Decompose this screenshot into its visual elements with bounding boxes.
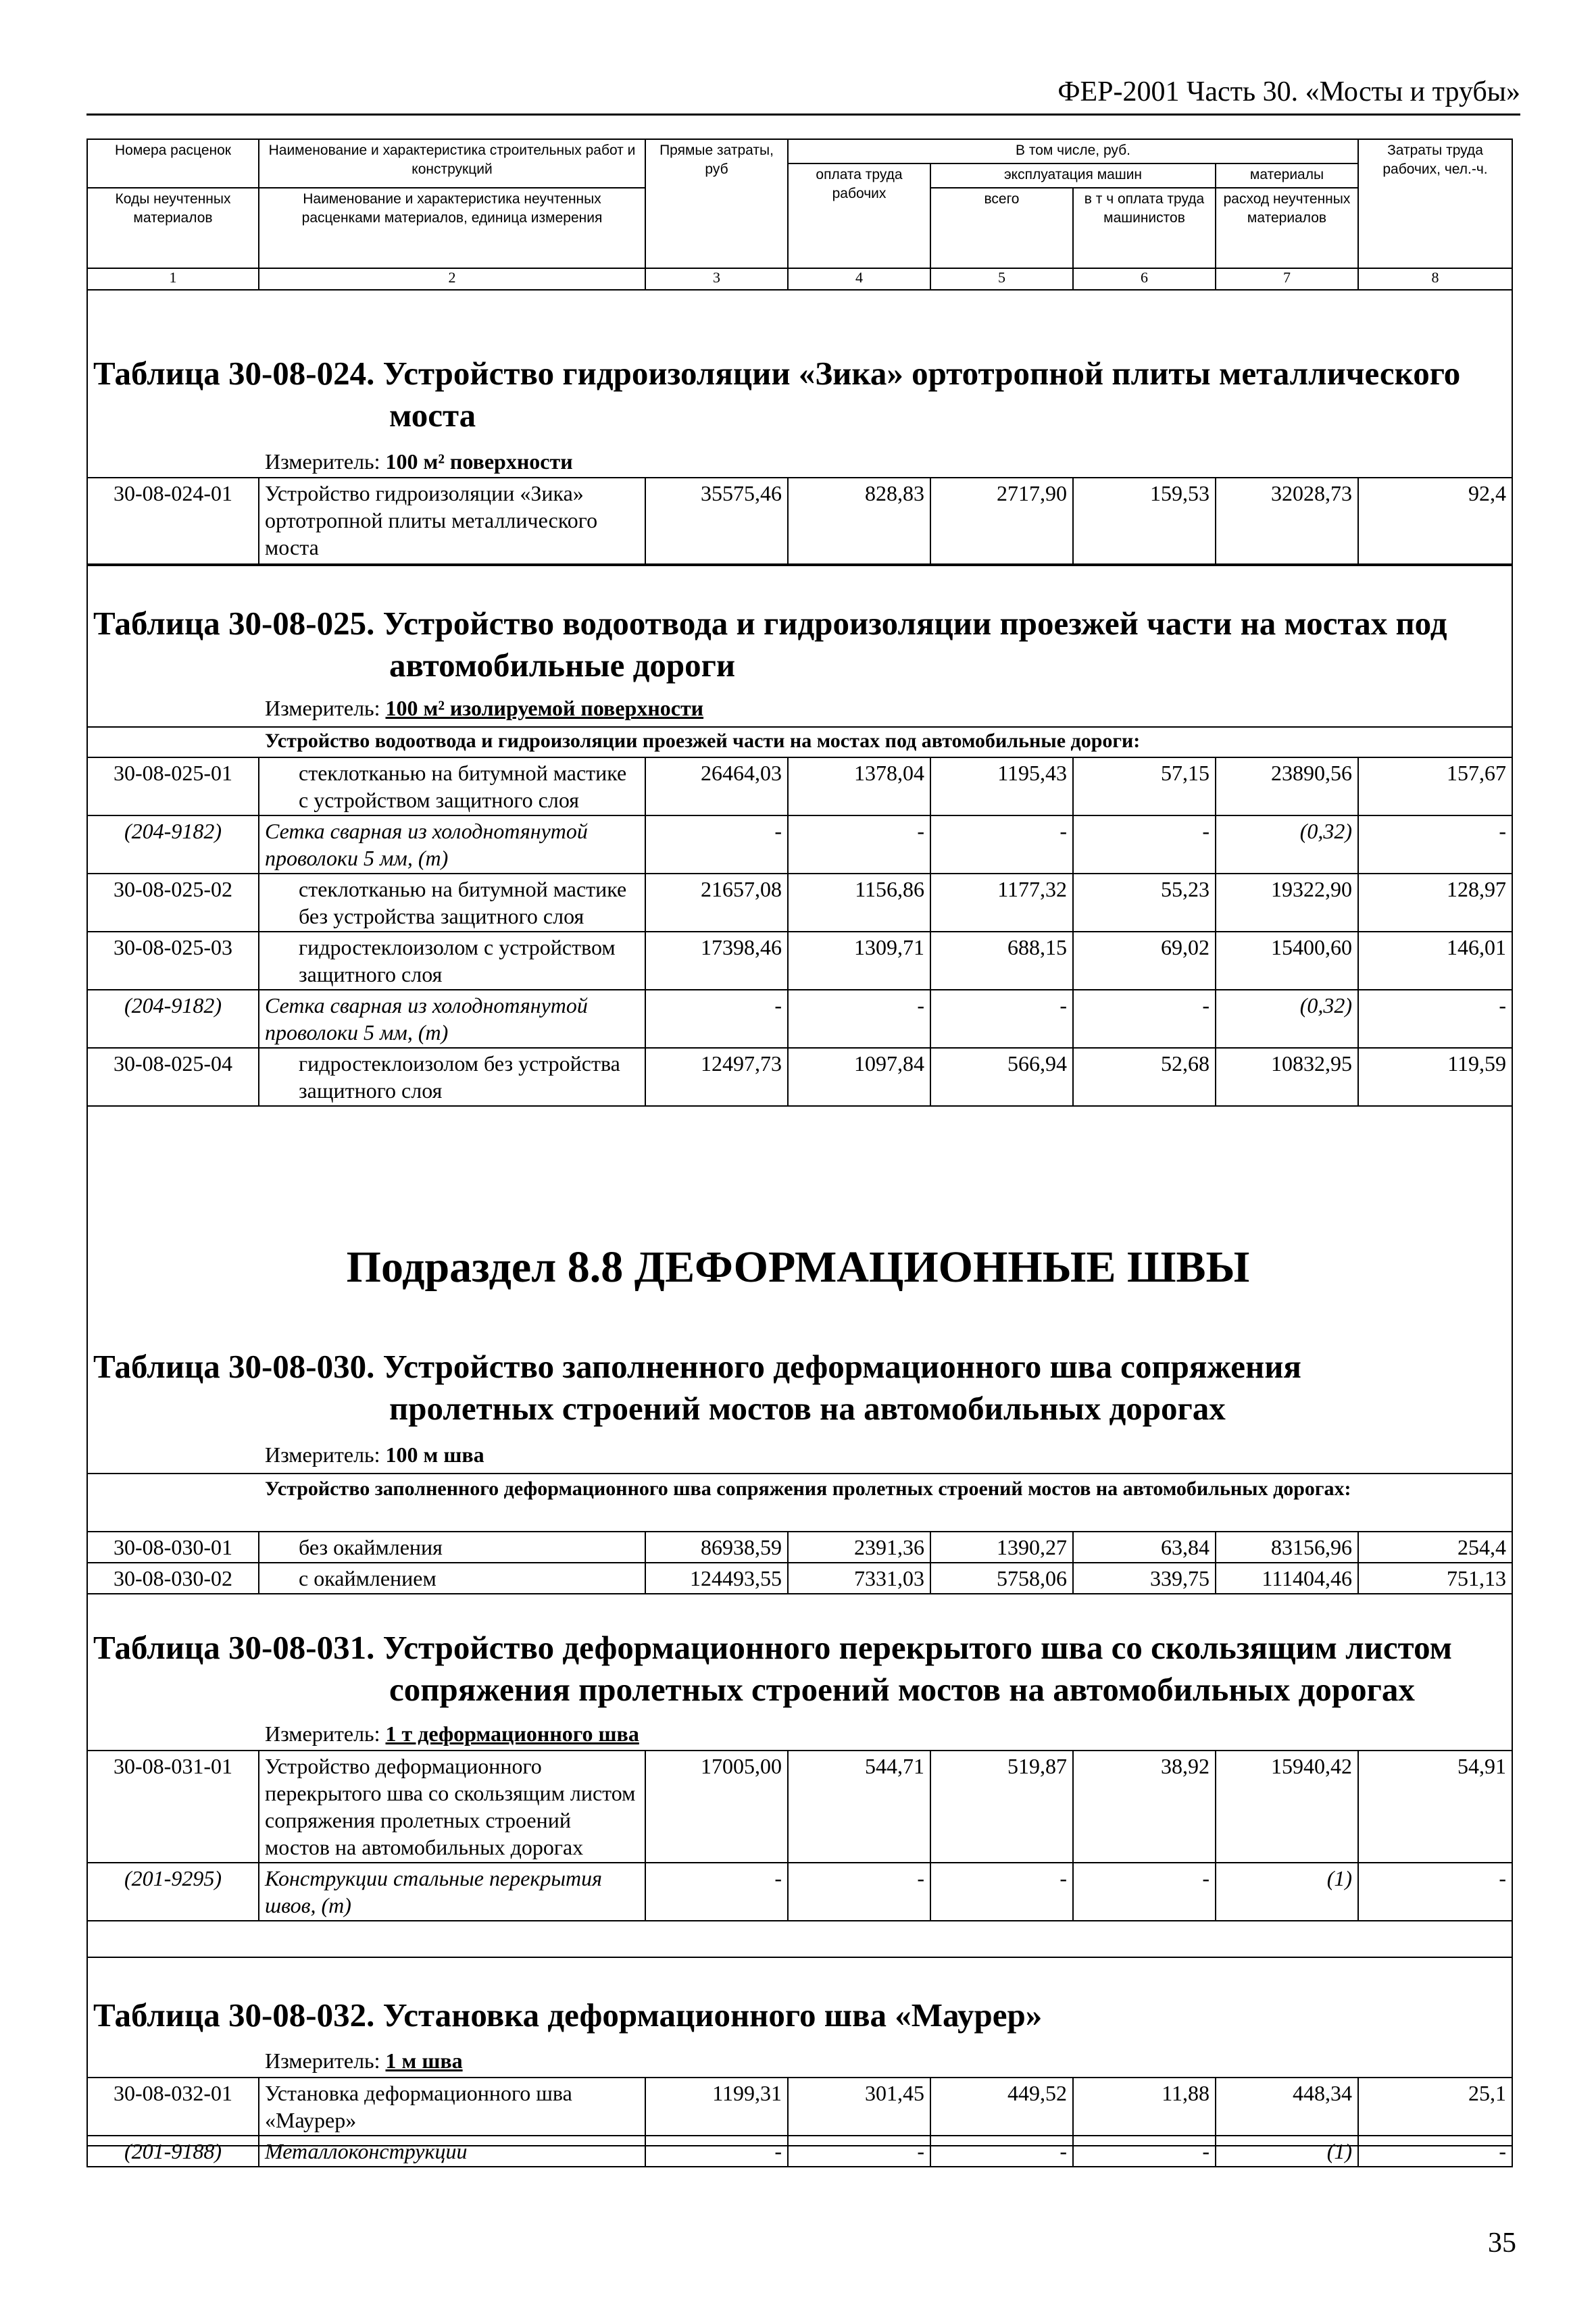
material-row bbox=[87, 990, 1512, 1048]
labor-hours: 92,4 bbox=[1358, 478, 1512, 564]
col-header-machines: эксплуатация машин bbox=[930, 164, 1216, 188]
rate-code: 30-08-025-01 bbox=[87, 757, 259, 815]
labor-hours: - bbox=[1358, 2136, 1512, 2167]
machinist-wage: - bbox=[1073, 815, 1216, 874]
machine-total: 1195,43 bbox=[930, 757, 1073, 815]
col-number: 8 bbox=[1358, 268, 1512, 290]
labor-hours: 157,67 bbox=[1358, 757, 1512, 815]
table-row bbox=[87, 757, 1512, 815]
labor-wage: 544,71 bbox=[788, 1751, 930, 1863]
rate-name: гидростеклоизолом с устройством защитного слоя bbox=[259, 932, 645, 990]
measurement-unit: Измеритель: 1 м шва bbox=[265, 2048, 463, 2073]
col-number: 1 bbox=[87, 268, 259, 290]
machinist-wage: 57,15 bbox=[1073, 757, 1216, 815]
group-heading: Устройство водоотвода и гидроизоляции проезжей части на мостах под автомобильные дороги: bbox=[265, 730, 1141, 752]
col-number: 2 bbox=[259, 268, 645, 290]
table-row bbox=[87, 1563, 1512, 1594]
labor-hours: 751,13 bbox=[1358, 1563, 1512, 1594]
measurement-unit: Измеритель: 100 м² изолируемой поверхности bbox=[265, 696, 704, 720]
labor-hours: 128,97 bbox=[1358, 874, 1512, 932]
rate-name: стеклотканью на битумной мастике с устройством защитного слоя bbox=[259, 757, 645, 815]
labor-hours: - bbox=[1358, 990, 1512, 1048]
machine-total: 1177,32 bbox=[930, 874, 1073, 932]
materials: (1) bbox=[1216, 1863, 1358, 1921]
labor-wage: 301,45 bbox=[788, 2078, 930, 2136]
direct-cost: 86938,59 bbox=[645, 1532, 788, 1563]
col-header-6: в т ч оплата труда машинистов bbox=[1073, 188, 1216, 268]
material-row bbox=[87, 2136, 1512, 2167]
material-row bbox=[87, 815, 1512, 874]
material-name: Конструкции стальные перекрытия швов, (т) bbox=[259, 1863, 645, 1921]
machine-total: - bbox=[930, 1863, 1073, 1921]
table-row bbox=[87, 1048, 1512, 1106]
machinist-wage: 159,53 bbox=[1073, 478, 1216, 564]
col-header-5: всего bbox=[930, 188, 1073, 268]
materials: 32028,73 bbox=[1216, 478, 1358, 564]
labor-wage: 7331,03 bbox=[788, 1563, 930, 1594]
table-row bbox=[87, 2078, 1512, 2136]
material-code: (204-9182) bbox=[87, 815, 259, 874]
machinist-wage: - bbox=[1073, 2136, 1216, 2167]
rate-name: Устройство гидроизоляции «Зика» ортотропной плиты металлического моста bbox=[259, 478, 645, 564]
machine-total: 449,52 bbox=[930, 2078, 1073, 2136]
direct-cost: - bbox=[645, 2136, 788, 2167]
direct-cost: 1199,31 bbox=[645, 2078, 788, 2136]
col-header-1b: Коды неучтенных материалов bbox=[87, 188, 259, 268]
col-header-2b: Наименование и характеристика неучтенных расценками материалов, единица измерения bbox=[259, 188, 645, 268]
labor-wage: 1309,71 bbox=[788, 932, 930, 990]
direct-cost: 21657,08 bbox=[645, 874, 788, 932]
rate-name: гидростеклоизолом без устройства защитного слоя bbox=[259, 1048, 645, 1106]
rate-name: Устройство деформационного перекрытого шва со скользящим листом сопряжения пролетных строений мостов на автомобильных дорогах bbox=[259, 1751, 645, 1863]
direct-cost: 124493,55 bbox=[645, 1563, 788, 1594]
material-code: (204-9182) bbox=[87, 990, 259, 1048]
machinist-wage: 52,68 bbox=[1073, 1048, 1216, 1106]
materials: (0,32) bbox=[1216, 815, 1358, 874]
divider bbox=[86, 726, 1512, 728]
machine-total: 688,15 bbox=[930, 932, 1073, 990]
rate-code: 30-08-030-02 bbox=[87, 1563, 259, 1594]
col-header-materials: материалы bbox=[1216, 164, 1358, 188]
rate-code: 30-08-024-01 bbox=[87, 478, 259, 564]
rate-code: 30-08-025-04 bbox=[87, 1048, 259, 1106]
table-title-30-08-030: Таблица 30-08-030. Устройство заполненного деформационного шва сопряжения пролетных строений мостов на автомобильных дорогах bbox=[93, 1348, 1301, 1427]
rate-code: 30-08-025-03 bbox=[87, 932, 259, 990]
rates-table-30-08-031 bbox=[86, 1750, 1513, 1921]
rate-code: 30-08-031-01 bbox=[87, 1751, 259, 1863]
materials: 10832,95 bbox=[1216, 1048, 1358, 1106]
labor-hours: - bbox=[1358, 815, 1512, 874]
machinist-wage: - bbox=[1073, 1863, 1216, 1921]
labor-wage: - bbox=[788, 2136, 930, 2167]
direct-cost: - bbox=[645, 1863, 788, 1921]
rate-name: Установка деформационного шва «Маурер» bbox=[259, 2078, 645, 2136]
machinist-wage: 38,92 bbox=[1073, 1751, 1216, 1863]
col-header-8: Затраты труда рабочих, чел.-ч. bbox=[1358, 139, 1512, 268]
table-title-30-08-025: Таблица 30-08-025. Устройство водоотвода и гидроизоляции проезжей части на мостах под автомобильные дороги bbox=[93, 605, 1447, 684]
rate-name: стеклотканью на битумной мастике без устройства защитного слоя bbox=[259, 874, 645, 932]
col-number: 7 bbox=[1216, 268, 1358, 290]
direct-cost: 35575,46 bbox=[645, 478, 788, 564]
machine-total: 566,94 bbox=[930, 1048, 1073, 1106]
labor-hours: 54,91 bbox=[1358, 1751, 1512, 1863]
materials: (0,32) bbox=[1216, 990, 1358, 1048]
material-name: Сетка сварная из холоднотянутой проволоки 5 мм, (т) bbox=[259, 815, 645, 874]
direct-cost: 12497,73 bbox=[645, 1048, 788, 1106]
col-number: 4 bbox=[788, 268, 930, 290]
labor-hours: 119,59 bbox=[1358, 1048, 1512, 1106]
materials: 19322,90 bbox=[1216, 874, 1358, 932]
rate-code: 30-08-025-02 bbox=[87, 874, 259, 932]
col-header-4: оплата труда рабочих bbox=[788, 164, 930, 268]
labor-wage: 1378,04 bbox=[788, 757, 930, 815]
col-number: 5 bbox=[930, 268, 1073, 290]
divider bbox=[86, 1473, 1512, 1474]
group-heading: Устройство заполненного деформационного шва сопряжения пролетных строений мостов на автомобильных дорогах: bbox=[265, 1478, 1351, 1500]
materials: 448,34 bbox=[1216, 2078, 1358, 2136]
table-row bbox=[87, 1751, 1512, 1863]
materials: 23890,56 bbox=[1216, 757, 1358, 815]
labor-wage: 828,83 bbox=[788, 478, 930, 564]
rates-table-30-08-030 bbox=[86, 1531, 1513, 1594]
measurement-unit: Измеритель: 100 м шва bbox=[265, 1442, 484, 1467]
col-header-2: Наименование и характеристика строительных работ и конструкций bbox=[259, 139, 645, 188]
col-header-7: расход неучтенных материалов bbox=[1216, 188, 1358, 268]
table-title-30-08-024: Таблица 30-08-024. Устройство гидроизоляции «Зика» ортотропной плиты металлического моста bbox=[93, 355, 1461, 434]
machine-total: - bbox=[930, 815, 1073, 874]
material-code: (201-9188) bbox=[87, 2136, 259, 2167]
rates-table-30-08-025 bbox=[86, 757, 1513, 1107]
machinist-wage: 63,84 bbox=[1073, 1532, 1216, 1563]
measurement-unit: Измеритель: 100 м² поверхности bbox=[265, 449, 573, 474]
labor-wage: - bbox=[788, 1863, 930, 1921]
labor-wage: 1156,86 bbox=[788, 874, 930, 932]
table-row bbox=[87, 478, 1512, 564]
direct-cost: 17005,00 bbox=[645, 1751, 788, 1863]
machinist-wage: 339,75 bbox=[1073, 1563, 1216, 1594]
divider bbox=[86, 1957, 1512, 1958]
direct-cost: 26464,03 bbox=[645, 757, 788, 815]
table-title-30-08-032: Таблица 30-08-032. Установка деформационного шва «Маурер» bbox=[93, 1996, 1043, 2034]
labor-hours: 146,01 bbox=[1358, 932, 1512, 990]
machinist-wage: 55,23 bbox=[1073, 874, 1216, 932]
machine-total: - bbox=[930, 2136, 1073, 2167]
rate-name: с окаймлением bbox=[259, 1563, 645, 1594]
material-row bbox=[87, 1863, 1512, 1921]
rate-code: 30-08-032-01 bbox=[87, 2078, 259, 2136]
direct-cost: - bbox=[645, 815, 788, 874]
col-header-1: Номера расценок bbox=[87, 139, 259, 188]
col-number: 6 bbox=[1073, 268, 1216, 290]
machine-total: 519,87 bbox=[930, 1751, 1073, 1863]
col-header-3: Прямые затраты, руб bbox=[645, 139, 788, 268]
rate-code: 30-08-030-01 bbox=[87, 1532, 259, 1563]
machinist-wage: 69,02 bbox=[1073, 932, 1216, 990]
materials: 15940,42 bbox=[1216, 1751, 1358, 1863]
divider bbox=[86, 565, 1512, 566]
material-name: Металлоконструкции bbox=[259, 2136, 645, 2167]
table-row bbox=[87, 874, 1512, 932]
col-number: 3 bbox=[645, 268, 788, 290]
materials: (1) bbox=[1216, 2136, 1358, 2167]
col-header-incl: В том числе, руб. bbox=[788, 139, 1358, 164]
labor-wage: 2391,36 bbox=[788, 1532, 930, 1563]
machine-total: - bbox=[930, 990, 1073, 1048]
table-row bbox=[87, 932, 1512, 990]
table-row bbox=[87, 1532, 1512, 1563]
machinist-wage: 11,88 bbox=[1073, 2078, 1216, 2136]
header-rule bbox=[86, 114, 1520, 116]
table-title-30-08-031: Таблица 30-08-031. Устройство деформационного перекрытого шва со скользящим листом сопряжения пролетных строений мостов на автомобильных дорогах bbox=[93, 1629, 1453, 1708]
labor-wage: - bbox=[788, 815, 930, 874]
labor-hours: - bbox=[1358, 1863, 1512, 1921]
column-header-table bbox=[86, 139, 1513, 291]
machinist-wage: - bbox=[1073, 990, 1216, 1048]
materials: 83156,96 bbox=[1216, 1532, 1358, 1563]
machine-total: 1390,27 bbox=[930, 1532, 1073, 1563]
rates-table-30-08-024 bbox=[86, 477, 1513, 565]
labor-wage: - bbox=[788, 990, 930, 1048]
machine-total: 2717,90 bbox=[930, 478, 1073, 564]
direct-cost: - bbox=[645, 990, 788, 1048]
labor-hours: 254,4 bbox=[1358, 1532, 1512, 1563]
rates-table-30-08-032 bbox=[86, 2077, 1513, 2167]
labor-wage: 1097,84 bbox=[788, 1048, 930, 1106]
materials: 111404,46 bbox=[1216, 1563, 1358, 1594]
materials: 15400,60 bbox=[1216, 932, 1358, 990]
direct-cost: 17398,46 bbox=[645, 932, 788, 990]
material-code: (201-9295) bbox=[87, 1863, 259, 1921]
material-name: Сетка сварная из холоднотянутой проволоки 5 мм, (т) bbox=[259, 990, 645, 1048]
machine-total: 5758,06 bbox=[930, 1563, 1073, 1594]
measurement-unit: Измеритель: 1 т деформационного шва bbox=[265, 1721, 639, 1746]
page-number: 35 bbox=[1488, 2228, 1516, 2259]
section-title: Подраздел 8.8 ДЕФОРМАЦИОННЫЕ ШВЫ bbox=[346, 1242, 1250, 1292]
rate-name: без окаймления bbox=[259, 1532, 645, 1563]
labor-hours: 25,1 bbox=[1358, 2078, 1512, 2136]
running-header: ФЕР-2001 Часть 30. «Мосты и трубы» bbox=[1057, 76, 1520, 107]
